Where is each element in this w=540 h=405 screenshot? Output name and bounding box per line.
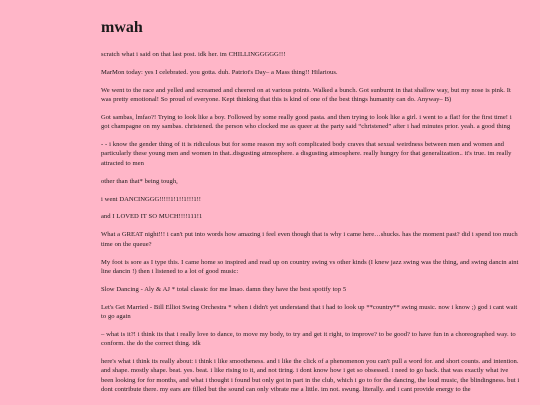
post-paragraph: scratch what i said on that last post. idk her. im CHILLINGGGGG!!! xyxy=(101,51,286,58)
post-paragraph: Got sambas, lmfao?! Trying to look like a boy. Followed by some really good pasta. and then trying to look like a girl. i went to a flat! for the first time! i got champagne on my sambas. christened. the person who clocked me as queer at the party said “christened” after i had minutes prior. yeah. a good thing xyxy=(101,113,512,131)
post-paragraph: - - i know the gender thing of it is ridiculous but for some reason my soft complicated body craves that sexual weirdness between men and women and particularly these young men and women in that..disgusting atmosphere. a disgusting atmosphere. really hungry for that generalization.. it's true. im really attracted to men xyxy=(101,141,512,167)
post-paragraph: – what is it?! i think its that i really love to dance, to move my body, to try and get it right, to improve? to be good? to have fun in a choreographed way. to conform. the do the correct thing. idk xyxy=(101,330,516,348)
post-paragraph: Slow Dancing - Aly & AJ * total classic for me lmao. damn they have the best spotify top 5 xyxy=(101,285,347,293)
blog-post xyxy=(101,18,521,403)
post-paragraph: We went to the race and yelled and screamed and cheered on at various points. Walked a bunch. Got sunburnt in that shallow way, but my nose is pink. It was pretty emotional! So proud of everyone. Kept thinking that this is kind of one of the best things humanity can do. Anyway– B) xyxy=(101,86,511,104)
post-paragraph: Let's Get Married - Bill Elliot Swing Orchestra * when i didn't yet understand that i had to look up **country** swing music. now i know ;) god i cant wait to go again xyxy=(101,303,518,320)
post-body xyxy=(101,50,521,394)
post-paragraph: other than that* being tough, xyxy=(101,177,178,185)
post-paragraph: and I LOVED IT SO MUCH!!!!111!1 xyxy=(101,213,203,221)
post-paragraph: i went DANCINGGG!!!!!1!1!!1!!!1!! xyxy=(101,195,202,203)
post-title: mwah xyxy=(101,19,143,36)
post-paragraph: MarMon today: yes I celebrated. you gotta. duh. Patriot's Day– a Mass thing!! Hilarious. xyxy=(101,68,338,76)
post-paragraph: My foot is sore as I type this. I came home so inspired and read up on country swing vs other kinds (I knew jazz swing was the thing, and swing dancin aint line dancin !) then i listened to a lot of good music: xyxy=(101,258,519,275)
post-paragraph: here's what i think its really about: i think i like smootheness. and i like the click of a phenomenon you can't pull a word for. and short counts. and intention. and shape. mostly shape. beat. yes. beat. i like rising to it, and not tiring. i dont know how i get so obsessed. i need to go back. that was exactly what ive been looking for for months, and what i thought i found but only got in part in the club, which i go to for the dancing, the loud music, the blindingness. but i dont contribute there. my ears are filled but the sound can only vibrate me a little. im not. swung. literally. and i cant provide energy to the xyxy=(101,357,520,393)
post-paragraph: What a GREAT night!!! i can't put into words how amazing i feel even though that is why i came here…shucks. has the moment past? did i spend too much time on the queue? xyxy=(101,231,518,248)
